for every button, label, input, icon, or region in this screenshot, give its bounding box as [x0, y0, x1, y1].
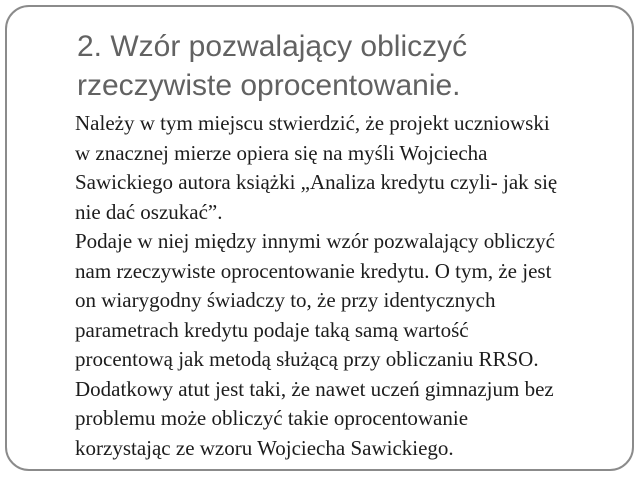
body-text-line: Sawickiego autora książki „Analiza kredytu czyli- jak się	[75, 170, 558, 194]
body-text-line: on wiarygodny świadczy to, że przy identycznych	[75, 288, 496, 312]
slide-title-line: 2. Wzór pozwalający obliczyć	[77, 30, 468, 63]
body-text-line: procentową jak metodą służącą przy obliczaniu RRSO.	[75, 347, 539, 371]
slide-border	[5, 5, 634, 471]
body-text-line: problemu może obliczyć takie oprocentowanie	[75, 406, 469, 430]
body-text-line: Należy w tym miejscu stwierdzić, że projekt uczniowski	[75, 111, 550, 135]
body-text-line: Dodatkowy atut jest taki, że nawet uczeń gimnazjum bez	[75, 376, 554, 401]
body-text-line: w znacznej mierze opiera się na myśli Wojciecha	[75, 140, 488, 165]
slide-body	[75, 109, 620, 463]
body-text-line: parametrach kredytu podaje taką samą wartość	[75, 317, 469, 342]
body-text-line: Podaje w niej między innymi wzór pozwalający obliczyć	[75, 229, 555, 253]
slide-title-line: rzeczywiste oprocentowanie.	[77, 69, 461, 102]
body-text-line: nam rzeczywiste oprocentowanie kredytu. O tym, że jest	[75, 258, 552, 283]
body-text-line: korzystając ze wzoru Wojciecha Sawickiego.	[75, 435, 454, 460]
body-text-line: nie dać oszukać”.	[75, 199, 223, 224]
slide-title	[77, 27, 617, 105]
